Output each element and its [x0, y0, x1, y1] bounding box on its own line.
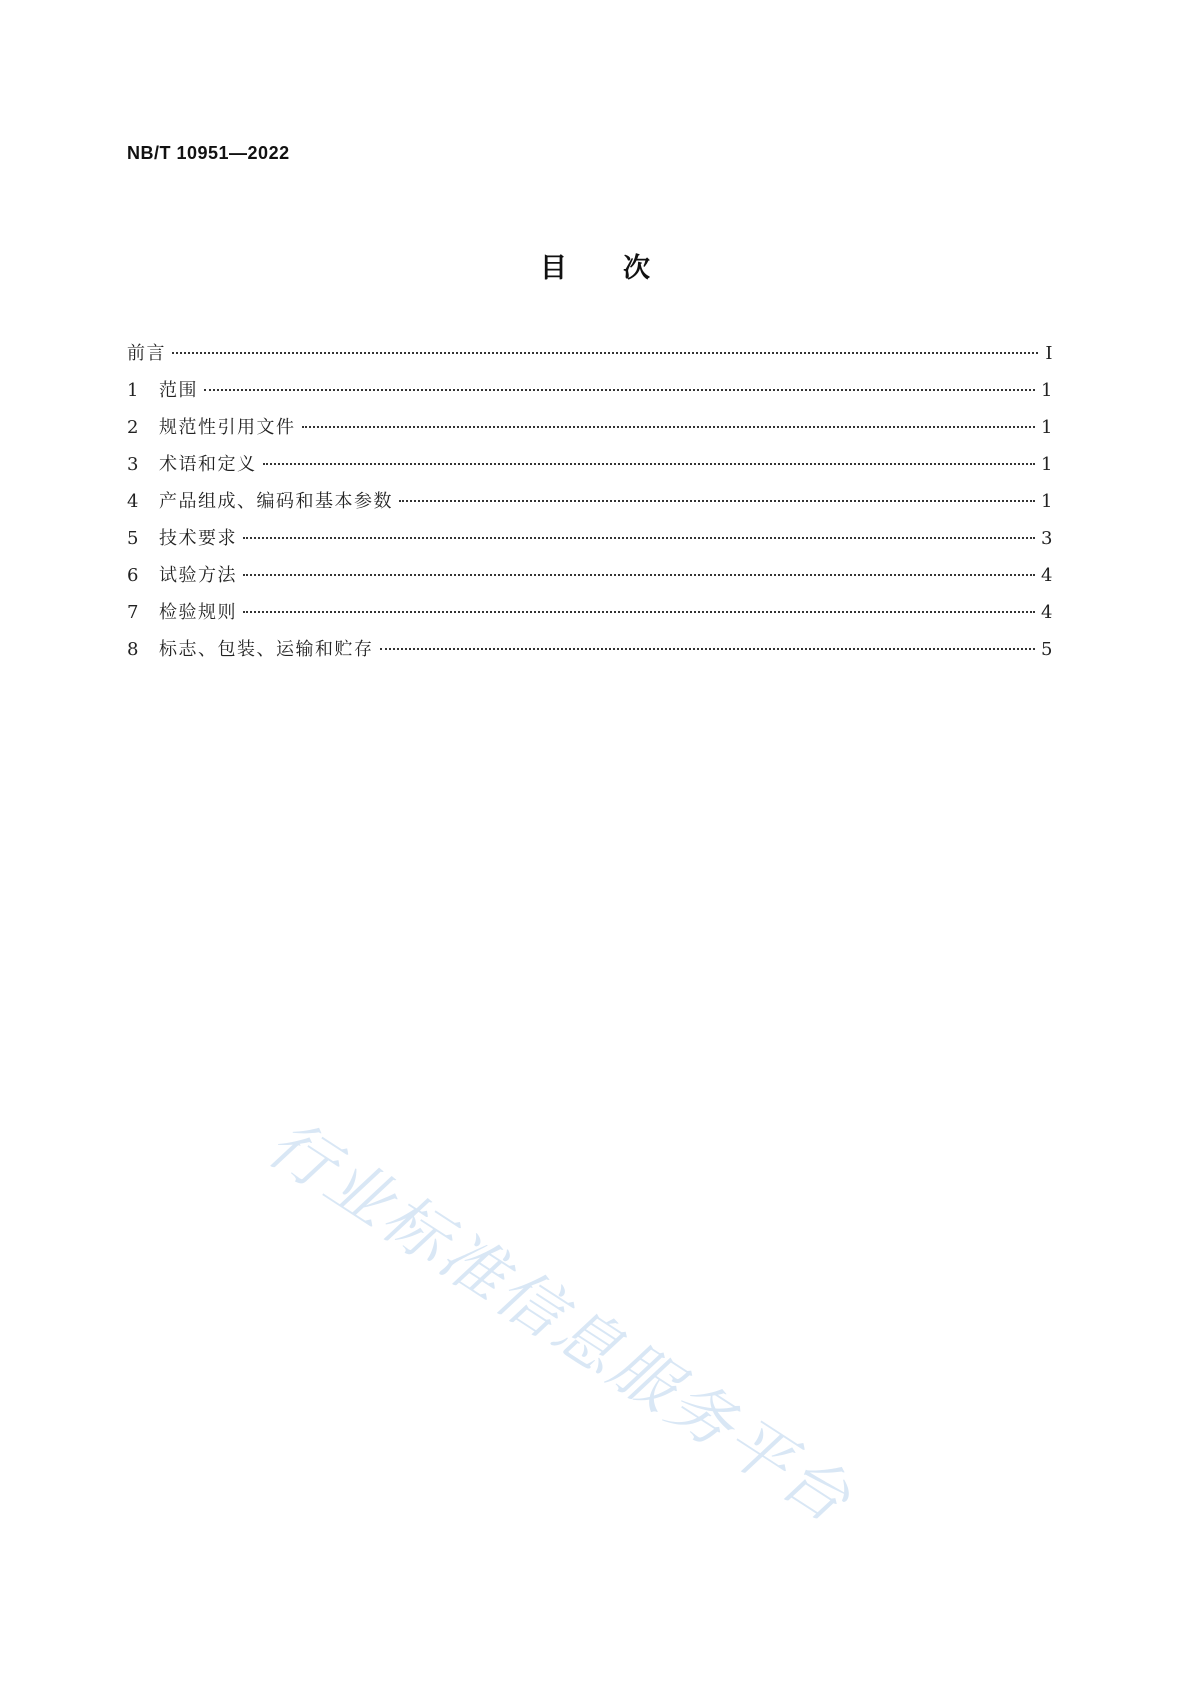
toc-entry-label: 前言: [127, 343, 166, 364]
toc-entry-label: 标志、包装、运输和贮存: [159, 639, 374, 660]
table-of-contents: [127, 339, 1054, 672]
toc-entry-page: 1: [1041, 454, 1054, 475]
toc-entry-page: Ⅰ: [1045, 343, 1054, 364]
toc-entry-page: 1: [1041, 380, 1054, 401]
toc-entry-label: 检验规则: [159, 602, 237, 623]
toc-leader-dots: [243, 537, 1035, 539]
toc-leader-dots: [172, 352, 1038, 354]
toc-entry-page: 1: [1041, 417, 1054, 438]
toc-entry-4[interactable]: [127, 487, 1054, 524]
toc-entry-7[interactable]: [127, 598, 1054, 635]
toc-entry-6[interactable]: [127, 561, 1054, 598]
toc-entry-number: 2: [127, 417, 140, 438]
toc-entry-number: 5: [127, 528, 140, 549]
toc-entry-page: 4: [1041, 565, 1054, 586]
toc-entry-3[interactable]: [127, 450, 1054, 487]
toc-entry-number: 1: [127, 380, 140, 401]
toc-entry-number: 6: [127, 565, 140, 586]
watermark-text: 行业标准信息服务平台: [254, 1106, 866, 1539]
toc-entry-number: 4: [127, 491, 140, 512]
toc-leader-dots: [243, 574, 1035, 576]
toc-leader-dots: [204, 389, 1035, 391]
toc-entry-label: 术语和定义: [159, 454, 257, 475]
toc-entry-label: 试验方法: [159, 565, 237, 586]
toc-entry-page: 3: [1041, 528, 1054, 549]
toc-entry-number: 3: [127, 454, 140, 475]
toc-entry-number: 7: [127, 602, 140, 623]
toc-entry-number: 8: [127, 639, 140, 660]
toc-entry-page: 4: [1041, 602, 1054, 623]
toc-entry-page: 1: [1041, 491, 1054, 512]
toc-leader-dots: [263, 463, 1036, 465]
toc-entry-page: 5: [1041, 639, 1054, 660]
toc-entry-2[interactable]: [127, 413, 1054, 450]
toc-leader-dots: [302, 426, 1036, 428]
toc-entry-5[interactable]: [127, 524, 1054, 561]
toc-leader-dots: [243, 611, 1035, 613]
toc-entry-label: 技术要求: [159, 528, 237, 549]
toc-title: 目次: [540, 253, 706, 284]
document-code: NB/T 10951—2022: [127, 143, 290, 163]
toc-leader-dots: [380, 648, 1036, 650]
toc-entry-1[interactable]: [127, 376, 1054, 413]
toc-entry-8[interactable]: [127, 635, 1054, 672]
toc-entry-label: 范围: [159, 380, 198, 401]
toc-entry-label: 规范性引用文件: [159, 417, 296, 438]
toc-entry-label: 产品组成、编码和基本参数: [159, 491, 393, 512]
toc-leader-dots: [399, 500, 1035, 502]
toc-entry-foreword[interactable]: [127, 339, 1054, 376]
